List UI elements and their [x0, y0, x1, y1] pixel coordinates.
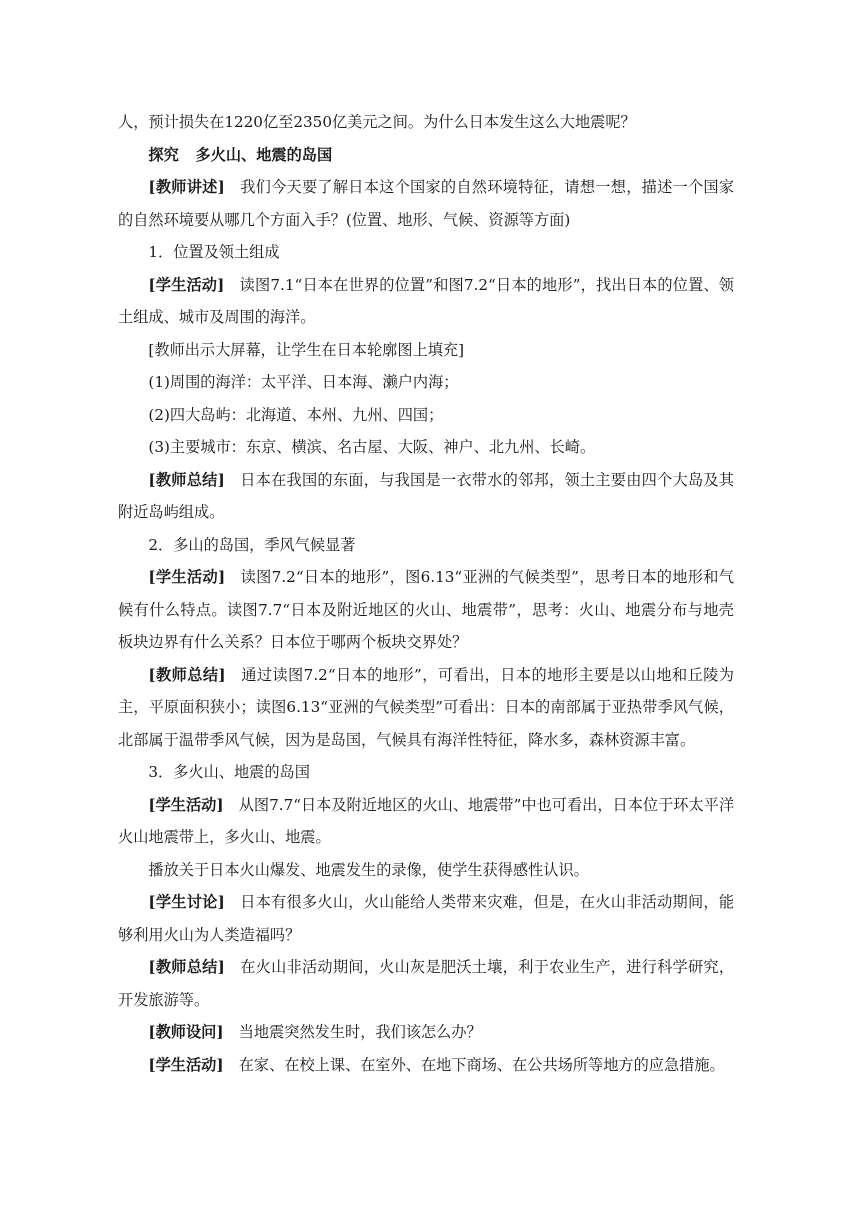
paragraph-text: 在火山非活动期间，火山灰是肥沃土壤，利于农业生产，进行科学研究，开发旅游等。	[118, 958, 735, 1009]
paragraph-tag: [学生活动]	[148, 1055, 224, 1074]
section-heading	[118, 139, 734, 172]
paragraph-text: 读图7.1“日本在世界的位置”和图7.2“日本的地形”，找出日本的位置、领土组成、城市及周围的海洋。	[118, 275, 734, 326]
document-body	[118, 106, 734, 1081]
paragraph-text: 通过读图7.2“日本的地形”，可看出，日本的地形主要是以山地和丘陵为主，平原面积狭小；读图6.13“亚洲的气候类型”可看出：日本的南部属于亚热带季风气候，北部属于温带季风气候，因为是岛国，气候具有海洋性特征，降水多，森林资源丰富。	[118, 665, 734, 749]
paragraph-student-activity	[118, 269, 734, 334]
paragraph-text: (1)周围的海洋：太平洋、日本海、濑户内海；	[148, 373, 459, 391]
paragraph-tag: [学生活动]	[148, 795, 224, 814]
paragraph-text: 从图7.7“日本及附近地区的火山、地震带”中也可看出，日本位于环太平洋火山地震带上，多火山、地震。	[118, 795, 735, 846]
paragraph-teacher-summary	[118, 951, 734, 1016]
paragraph-tag: [教师设问]	[148, 1023, 224, 1041]
paragraph-text: 人，预计损失在1220亿至2350亿美元之间。为什么日本发生这么大地震呢？	[118, 113, 636, 131]
paragraph-text: 我们今天要了解日本这个国家的自然环境特征，请想一想，描述一个国家的自然环境要从哪几个方面入手？(位置、地形、气候、资源等方面)	[118, 178, 735, 229]
paragraph-text: 3．多火山、地震的岛国	[148, 763, 310, 781]
subsection-title-3	[118, 756, 734, 789]
heading-title: 多火山、地震的岛国	[195, 145, 333, 164]
paragraph-tag: [教师讲述]	[148, 178, 225, 196]
paragraph-intro-continuation	[118, 106, 734, 139]
paragraph-text: (2)四大岛屿：北海道、本州、九州、四国；	[148, 405, 444, 424]
subsection-title-2	[118, 529, 734, 562]
heading-label: 探究	[148, 145, 179, 164]
paragraph-teacher-question	[118, 1016, 734, 1049]
list-item-oceans	[118, 366, 734, 399]
paragraph-tag: [学生讨论]	[148, 893, 225, 911]
paragraph-text: (3)主要城市：东京、横滨、名古屋、大阪、神户、北九州、长崎。	[148, 438, 596, 456]
paragraph-tag: [教师总结]	[148, 958, 225, 976]
subsection-title-1	[118, 236, 734, 269]
paragraph-text: 2．多山的岛国，季风气候显著	[148, 535, 356, 554]
paragraph-text: 当地震突然发生时，我们该怎么办？	[238, 1023, 482, 1041]
list-item-cities	[118, 431, 734, 464]
paragraph-teacher-summary	[118, 659, 734, 757]
paragraph-video	[118, 854, 734, 887]
paragraph-text: 日本在我国的东面，与我国是一衣带水的邻邦，领土主要由四个大岛及其附近岛屿组成。	[118, 470, 735, 521]
list-item-islands	[118, 399, 734, 432]
paragraph-text: 在家、在校上课、在室外、在地下商场、在公共场所等地方的应急措施。	[238, 1055, 725, 1074]
paragraph-student-activity	[118, 789, 734, 854]
paragraph-text: 播放关于日本火山爆发、地震发生的录像，使学生获得感性认识。	[148, 860, 589, 879]
paragraph-teacher-screen	[118, 334, 734, 367]
paragraph-tag: [学生活动]	[148, 568, 226, 586]
paragraph-teacher-lecture	[118, 171, 734, 236]
paragraph-text: 1．位置及领土组成	[148, 243, 280, 261]
paragraph-student-discussion	[118, 886, 734, 951]
paragraph-student-activity	[118, 561, 734, 659]
paragraph-tag: [教师总结]	[148, 470, 225, 489]
paragraph-tag: [教师总结]	[148, 665, 226, 684]
paragraph-student-activity	[118, 1049, 734, 1082]
paragraph-text: [教师出示大屏幕，让学生在日本轮廓图上填充]	[148, 340, 464, 359]
paragraph-text: 日本有很多火山，火山能给人类带来灾难，但是，在火山非活动期间，能够利用火山为人类造福吗？	[118, 893, 735, 944]
paragraph-tag: [学生活动]	[148, 275, 225, 294]
paragraph-teacher-summary	[118, 464, 734, 529]
paragraph-text: 读图7.2“日本的地形”，图6.13“亚洲的气候类型”，思考日本的地形和气候有什么特点。读图7.7“日本及附近地区的火山、地震带”，思考：火山、地震分布与地壳板块边界有什么关系？日本位于哪两个板块交界处？	[118, 568, 734, 651]
